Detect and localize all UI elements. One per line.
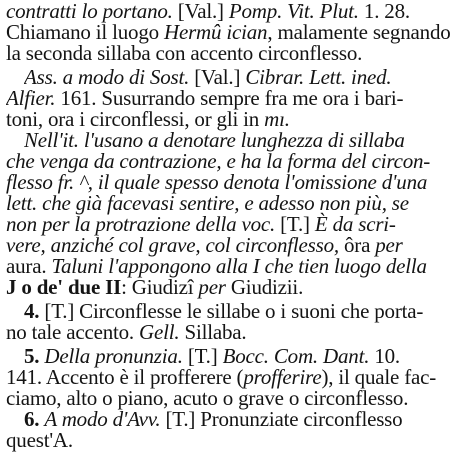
text-segment: Nell'it. l'usano a denotare lunghezza di sillaba: [24, 128, 405, 152]
text-segment: : Giudizî: [121, 275, 199, 299]
text-segment: J o de' due II: [6, 275, 122, 299]
text-segment: 4.: [24, 299, 45, 323]
text-segment: che venga da contrazione, e ha la forma del circon-: [6, 149, 431, 173]
text-line: [6, 274, 466, 300]
text-segment: Ass. a modo di Sost.: [24, 65, 195, 89]
text-segment: aura.: [6, 254, 52, 278]
text-segment: Gell.: [139, 320, 185, 344]
text-segment: 161. Susurrando sempre fra me ora i bari-: [60, 86, 404, 110]
text-segment: toni, ora i circonflessi, or gli in: [6, 107, 265, 131]
text-segment: no tale accento.: [6, 320, 140, 344]
text-segment: Pomp. Vit. Plut.: [228, 0, 364, 23]
text-segment: lett. che già facevasi sentire, e adesso non più, se: [6, 191, 409, 215]
text-segment: 1. 28.: [363, 0, 410, 23]
text-segment: Taluni l'appongono alla I che tien luogo della: [51, 254, 427, 278]
text-segment: 141. Accento è il profferere (: [6, 365, 244, 389]
text-segment: ôra: [343, 233, 376, 257]
text-segment: ciamo, alto o piano, acuto o grave o circonflesso.: [6, 386, 409, 410]
text-segment: Della pronunzia.: [44, 344, 188, 368]
text-segment: Cibrar. Lett. ined.: [245, 65, 392, 89]
text-segment: ), il quale fac-: [321, 365, 437, 389]
text-segment: 6.: [24, 407, 45, 431]
text-segment: non per la protrazione della voc.: [6, 212, 281, 236]
text-segment: [T.]: [280, 212, 315, 236]
text-segment: [Val.]: [177, 0, 229, 23]
text-segment: [T.] Circonflesse le sillabe o i suoni che porta-: [44, 299, 424, 323]
text-segment: la seconda sillaba con accento circonflesso.: [6, 41, 363, 65]
text-segment: quest'A.: [6, 428, 73, 452]
text-segment: È da scri-: [314, 212, 396, 236]
text-segment: [Val.]: [194, 65, 246, 89]
text-segment: 5.: [24, 344, 45, 368]
text-line: [6, 427, 466, 452]
text-segment: Hermû ician: [163, 20, 268, 44]
text-segment: Bocc. Com. Dant.: [222, 344, 375, 368]
text-line: [6, 40, 466, 66]
text-segment: [T.] Pronunziate circonflesso: [165, 407, 403, 431]
text-segment: [T.]: [187, 344, 223, 368]
text-segment: Giudizii.: [230, 275, 304, 299]
text-segment: Alfier.: [6, 86, 61, 110]
text-segment: per: [375, 233, 403, 257]
text-segment: mı.: [264, 107, 290, 131]
text-segment: vere, anziché col grave, col circonflesso,: [6, 233, 344, 257]
text-segment: profferire: [243, 365, 322, 389]
text-segment: , malamente segnando: [267, 20, 451, 44]
text-segment: A modo d'Avv.: [44, 407, 166, 431]
text-line: [6, 319, 466, 345]
text-segment: contratti lo portano.: [6, 0, 178, 23]
text-segment: 10.: [374, 344, 400, 368]
text-segment: flesso fr. ^, il quale spesso denota l'omissione d'una: [6, 170, 428, 194]
text-segment: Chiamano il luogo: [6, 20, 164, 44]
text-segment: Sillaba.: [184, 320, 247, 344]
text-segment: per: [198, 275, 231, 299]
